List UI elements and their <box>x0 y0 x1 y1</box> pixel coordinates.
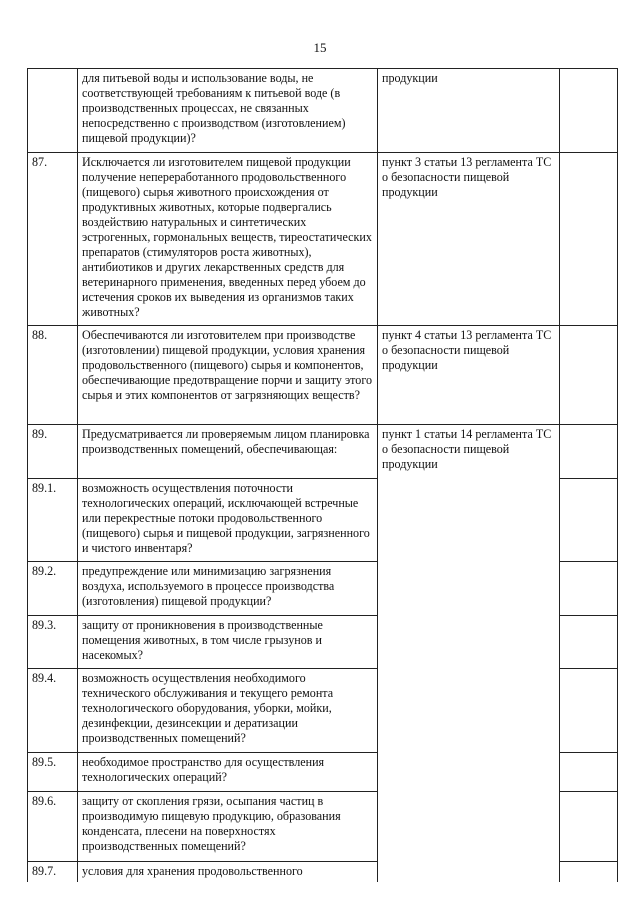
table-row <box>28 326 618 425</box>
checklist-table <box>27 68 618 882</box>
reference-text: пункт 1 статьи 14 регламента ТС о безопасности пищевой продукции <box>378 425 560 883</box>
answer-cell[interactable] <box>560 425 618 479</box>
row-number: 89. <box>28 425 78 479</box>
question-text: защиту от проникновения в производственные помещения животных, в том числе грызунов и насекомых? <box>78 616 378 669</box>
row-number: 89.7. <box>28 862 78 883</box>
reference-text: пункт 4 статьи 13 регламента ТС о безопасности пищевой продукции <box>378 326 560 425</box>
question-text: для питьевой воды и использование воды, не соответствующей требованиям к питьевой воде (в производственных процессах, не связанных непосредственно с производством (изготовлением) пищевой продукции)? <box>78 69 378 153</box>
table-row <box>28 153 618 326</box>
row-number: 89.2. <box>28 562 78 616</box>
row-number: 88. <box>28 326 78 425</box>
answer-cell[interactable] <box>560 562 618 616</box>
answer-cell[interactable] <box>560 792 618 862</box>
question-text: необходимое пространство для осуществления технологических операций? <box>78 753 378 792</box>
question-text: условия для хранения продовольственного <box>78 862 378 883</box>
answer-cell[interactable] <box>560 669 618 753</box>
row-number: 87. <box>28 153 78 326</box>
answer-cell[interactable] <box>560 326 618 425</box>
question-text: предупреждение или минимизацию загрязнения воздуха, используемого в процессе производства (изготовления) пищевой продукции? <box>78 562 378 616</box>
question-text: защиту от скопления грязи, осыпания частиц в производимую пищевую продукцию, образования конденсата, плесени на поверхностях производственных помещений? <box>78 792 378 862</box>
table-row <box>28 425 618 479</box>
row-number: 89.3. <box>28 616 78 669</box>
answer-cell[interactable] <box>560 753 618 792</box>
row-number: 89.5. <box>28 753 78 792</box>
row-number: 89.1. <box>28 479 78 562</box>
question-text: Исключается ли изготовителем пищевой продукции получение непереработанного продовольственного (пищевого) сырья животного происхождения от продуктивных животных, которые подвергались воздействию натуральных и синтетических эстрогенных, гормональных веществ, тиреостатических препаратов (стимуляторов роста животных), антибиотиков и других лекарственных средств для ветеринарного применения, введенных перед убоем до истечения сроков их выведения из организмов таких животных? <box>78 153 378 326</box>
question-text: Обеспечиваются ли изготовителем при производстве (изготовлении) пищевой продукции, условия хранения продовольственного (пищевого) сырья и компонентов, обеспечивающие предотвращение порчи и защиту этого сырья и этих компонентов от загрязняющих веществ? <box>78 326 378 425</box>
page-number: 15 <box>313 40 327 55</box>
question-text: возможность осуществления поточности технологических операций, исключающей встречные или перекрестные потоки продовольственного (пищевого) сырья и пищевой продукции, загрязненного и чистого инвентаря? <box>78 479 378 562</box>
reference-cell <box>560 862 618 883</box>
answer-cell[interactable] <box>560 153 618 326</box>
row-number <box>28 69 78 153</box>
row-number: 89.4. <box>28 669 78 753</box>
table-row <box>28 69 618 153</box>
answer-cell[interactable] <box>560 69 618 153</box>
answer-cell[interactable] <box>560 616 618 669</box>
question-text: Предусматривается ли проверяемым лицом планировка производственных помещений, обеспечивающая: <box>78 425 378 479</box>
answer-cell[interactable] <box>560 479 618 562</box>
row-number: 89.6. <box>28 792 78 862</box>
reference-text: продукции <box>378 69 560 153</box>
question-text: возможность осуществления необходимого технического обслуживания и текущего ремонта технологического оборудования, уборки, мойки, дезинфекции, дезинсекции и дератизации производственных помещений? <box>78 669 378 753</box>
reference-text: пункт 3 статьи 13 регламента ТС о безопасности пищевой продукции <box>378 153 560 326</box>
